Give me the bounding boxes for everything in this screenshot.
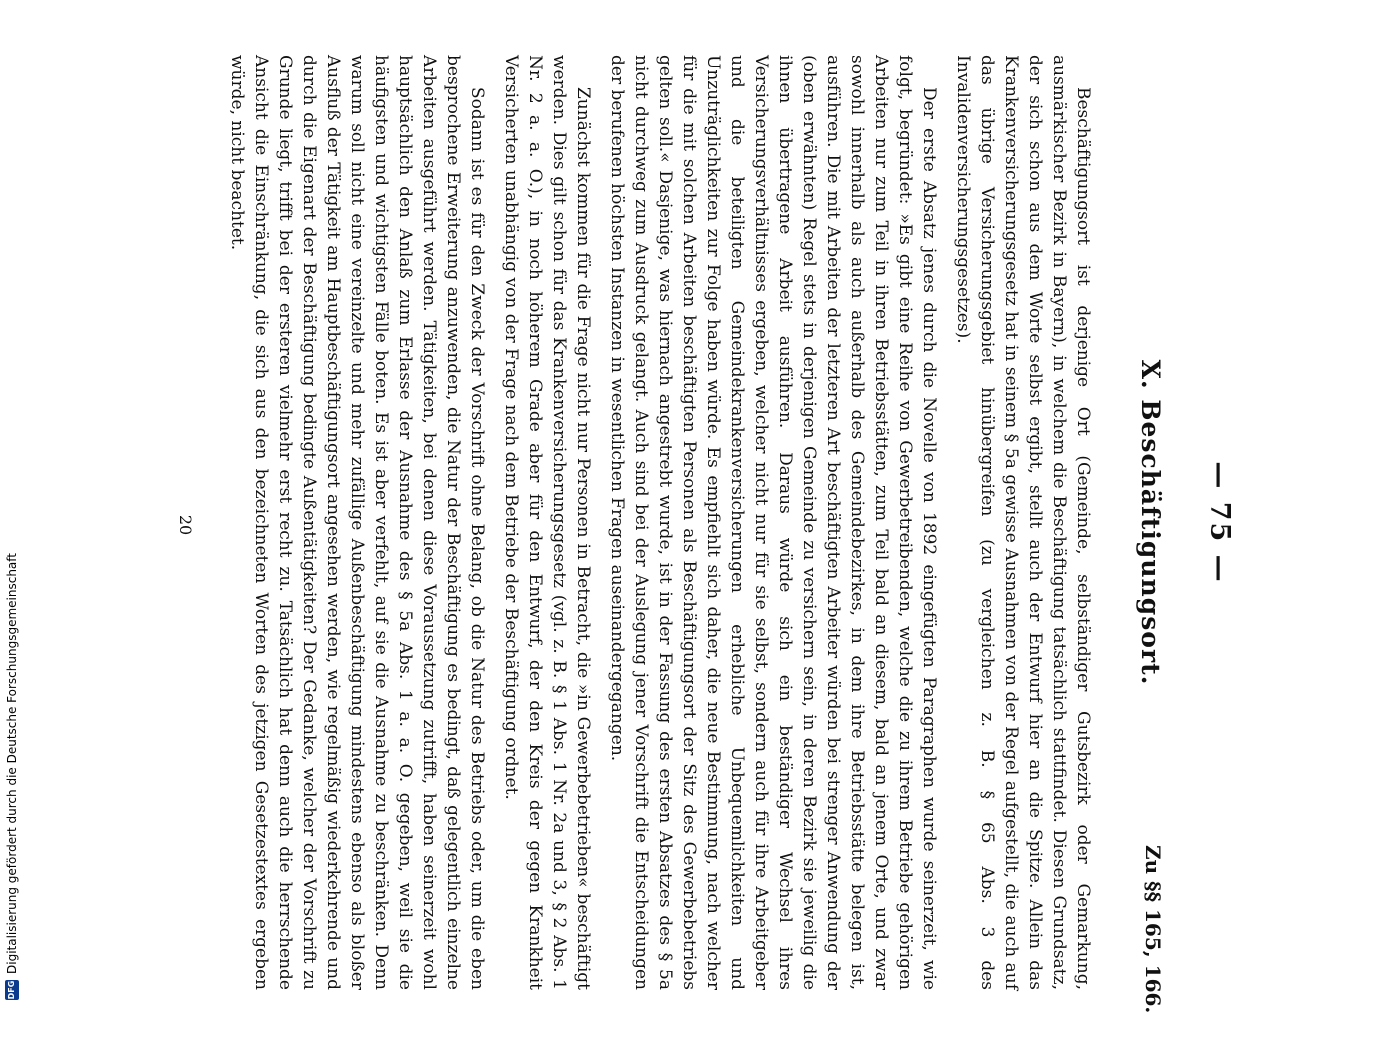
digitization-footer bbox=[0, 5, 24, 1000]
page-number: — 75 — bbox=[1204, 461, 1235, 584]
sheet-number: 20 bbox=[176, 514, 195, 536]
paragraph: Sodann ist es für den Zweck der Vorschrift ohne Belang, ob die Natur des Betriebs oder, um die eben besprochene Erweiterung anzuwenden, die Natur der Beschäftigung es bedingt, daß gelegentlich einzelne Arbeiten ausgeführt werden. Tätigkeiten, bei denen diese Voraussetzung zutrifft, haben seinerzeit wohl hauptsächlich den Anlaß zum Erlasse der Ausnahme des § 5a Abs. 1 a. a. O. gegeben, weil sie die häufigsten und wichtigsten Fälle boten. Es ist aber verfehlt, auf sie die Ausnahme zu beschränken. Denn warum soll nicht eine vereinzelte und mehr zufällige Außenbeschäftigung mindestens ebenso als bloßer Ausfluß der Tätigkeit am Hauptbeschäftigungsort angesehen werden, wie regelmäßig wiederkehrende und durch die Eigenart der Beschäftigung bedingte Außentätigkeiten? Der Gedanke, welcher der Vorschrift zu Grunde liegt, trifft bei der ersteren vielmehr erst recht zu. Tatsächlich hat denn auch die herrschende Ansicht die Einschränkung, die sich aus den bezeichneten Worten des jetzigen Gesetzestextes ergeben würde, nicht beachtet. bbox=[227, 55, 487, 990]
footer-text: Digitalisierung gefördert durch die Deutsche Forschungsgemeinschaft bbox=[5, 552, 19, 974]
body-text bbox=[215, 55, 1095, 990]
paragraph: Zunächst kommen für die Frage nicht nur Personen in Betracht, die »in Gewerbebetrieben« beschäftigt werden. Dies gilt schon für das Krankenversicherungsgesetz (vgl. z. B. § 1 Abs. 1 Nr. 2a und 3, § 2 Abs. 1 Nr. 2 a. a. O.), in noch höherem Grade aber für den Entwurf, der den Kreis der gegen Krankheit Versicherten unabhängig von der Frage nach dem Betriebe der Beschäftigung ordnet. bbox=[501, 55, 593, 990]
document-page bbox=[145, 55, 1235, 1014]
margin-note: Zu §§ 165, 166. bbox=[1141, 845, 1165, 1014]
dfg-logo-icon: DFG bbox=[5, 980, 19, 1000]
paragraph: Beschäftigungsort ist derjenige Ort (Gemeinde, selbständiger Gutsbezirk oder Gemarkung, ausmärkischer Bezirk in Bayern), in welchem die Beschäftigung tatsächlich stattfindet. Diesen Grundsatz, der sich schon aus dem Worte selbst ergibt, stellt auch der Entwurf hier an die Spitze. Allein das Krankenversicherungsgesetz hat in seinem § 5a gewisse Ausnahmen von der Regel aufgestellt, die auch auf das übrige Versicherungsgebiet hinübergreifen (zu vergleichen z. B. § 65 Abs. 3 des Invalidenversicherungsgesetzes). bbox=[953, 55, 1093, 990]
paragraph: Der erste Absatz jenes durch die Novelle von 1892 eingefügten Paragraphen wurde seinerzeit, wie folgt, begründet: »Es gibt eine Reihe von Gewerbetreibenden, welche die zu ihrem Betriebe gehörigen Arbeiten nur zum Teil in ihren Betriebsstätten, zum Teil bald an diesem, bald an jenem Orte, und zwar sowohl innerhalb als auch außerhalb des Gemeindebezirkes, in dem ihre Betriebsstätte belegen ist, ausführen. Die mit Arbeiten der letzteren Art beschäftigten Arbeiter würden bei strenger Anwendung der (oben erwähnten) Regel stets in derjenigen Gemeinde zu versichern sein, in deren Bezirk sie jeweilig die ihnen übertragene Arbeit ausführen. Daraus würde sich ein beständiger Wechsel ihres Versicherungsverhältnisses ergeben, welcher nicht nur für sie selbst, sondern auch für ihre Arbeitgeber und die beteiligten Gemeindekrankenversicherungen erhebliche Unbequemlichkeiten und Unzuträglichkeiten zur Folge haben würde. Es empfiehlt sich daher, die neue Bestimmung, nach welcher für die mit solchen Arbeiten beschäftigten Personen als Beschäftigungsort der Sitz des Gewerbebetriebs gelten soll.« Dasjenige, was hiernach angestrebt wurde, ist in der Fassung des ersten Absatzes des § 5a nicht durchweg zum Ausdruck gelangt. Auch sind bei der Auslegung jener Vorschrift die Entscheidungen der berufenen höchsten Instanzen in wesentlichen Fragen auseinandergegangen. bbox=[607, 55, 939, 990]
section-heading: X. Beschäftigungsort. bbox=[1136, 359, 1165, 686]
